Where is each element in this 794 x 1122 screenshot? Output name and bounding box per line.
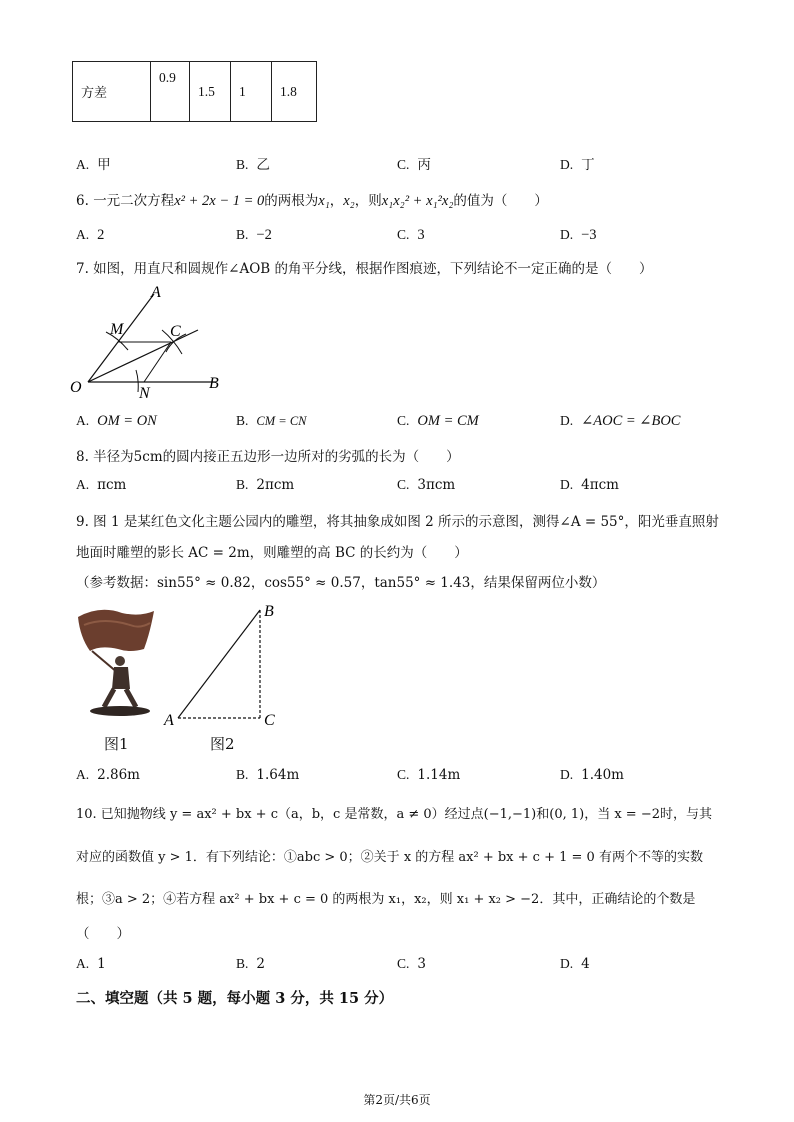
label-m: M <box>110 321 124 338</box>
table-row <box>73 62 317 122</box>
q7-option-c: C. OM = CM <box>397 413 479 429</box>
table-cell: 0.9 <box>151 62 190 122</box>
ray-oc <box>88 330 198 382</box>
q10-option-a: A. 1 <box>76 956 106 972</box>
q7-stem: 7. 如图，用直尺和圆规作∠AOB 的角平分线，根据作图痕迹，下列结论不一定正确的是（ ） <box>76 261 653 277</box>
q10-stem-line2: 对应的函数值 y > 1．有下列结论：①abc > 0；②关于 x 的方程 ax² + bx + c + 1 = 0 有两个不等的实数 <box>76 850 703 865</box>
label-b: B <box>264 603 274 620</box>
q10-stem-line3: 根；③a > 2；④若方程 ax² + bx + c = 0 的两根为 x₁，x₂，则 x₁ + x₂ > −2．其中，正确结论的个数是 <box>76 892 696 907</box>
table-cell: 1.5 <box>190 62 231 122</box>
table-cell: 1 <box>231 62 272 122</box>
q10-stem-line1: 10. 已知抛物线 y = ax² + bx + c（a，b，c 是常数，a ≠ 0）经过点(−1,−1)和(0, 1)，当 x = −2时，与其 <box>76 807 712 822</box>
label-c: C <box>170 323 181 340</box>
label-o: O <box>70 379 82 396</box>
figure-legs <box>104 689 136 707</box>
q6-stem: 6. 一元二次方程x² + 2x − 1 = 0的两根为x₁，x₂，则x₁x₂² + x₁²x₂的值为（ ） <box>76 193 548 209</box>
q5-option-b: B. 乙 <box>236 157 270 173</box>
label-a: A <box>151 284 161 301</box>
q5-option-d: D. 丁 <box>560 157 595 173</box>
q9-stem-line1: 9. 图 1 是某红色文化主题公园内的雕塑，将其抽象成如图 2 所示的示意图，测得∠A = 55°，阳光垂直照射 <box>76 514 719 530</box>
q10-option-c: C. 3 <box>397 956 426 972</box>
q9-stem-line2: 地面时雕塑的影长 AC = 2m，则雕塑的高 BC 的长约为（ ） <box>76 545 468 561</box>
flag-shape <box>78 610 154 651</box>
q7-option-d: D. ∠AOC = ∠BOC <box>560 413 681 429</box>
hypotenuse-ab <box>178 610 260 718</box>
segment-nc <box>144 342 171 382</box>
q10-option-d: D. 4 <box>560 956 590 972</box>
q7-option-b: B. CM = CN <box>236 413 307 428</box>
q6-option-d: D. −3 <box>560 227 597 243</box>
q9-reference-data: （参考数据：sin55° ≈ 0.82，cos55° ≈ 0.57，tan55° ≈ 1.43，结果保留两位小数） <box>76 575 606 591</box>
figure-1-caption: 图1 <box>104 735 129 753</box>
q7-option-a: A. OM = ON <box>76 413 157 429</box>
q6-option-c: C. 3 <box>397 227 425 243</box>
table-header-cell: 方差 <box>73 62 151 122</box>
label-n: N <box>139 385 150 400</box>
arc-mark-n <box>136 370 138 392</box>
label-b: B <box>209 375 219 392</box>
q9-option-d: D. 1.40m <box>560 767 624 783</box>
q5-option-a: A. 甲 <box>76 157 111 173</box>
q5-option-c: C. 丙 <box>397 157 431 173</box>
q8-option-c: C. 3πcm <box>397 477 456 493</box>
label-a: A <box>164 712 174 729</box>
sculpture-photo <box>70 603 160 721</box>
q9-option-b: B. 1.64m <box>236 767 300 783</box>
figure-head <box>115 656 125 666</box>
variance-table <box>72 61 317 122</box>
q6-option-b: B. −2 <box>236 227 272 243</box>
figure-2-caption: 图2 <box>210 735 235 753</box>
q9-option-a: A. 2.86m <box>76 767 140 783</box>
right-triangle-figure <box>160 600 285 730</box>
figure-body <box>112 667 130 689</box>
q7-angle-bisector-figure <box>66 282 236 400</box>
q8-option-b: B. 2πcm <box>236 477 295 493</box>
q8-stem: 8. 半径为5cm的圆内接正五边形一边所对的劣弧的长为（ ） <box>76 449 460 465</box>
page-footer: 第2页/共6页 <box>363 1093 431 1107</box>
section-2-heading: 二、填空题（共 5 题，每小题 3 分，共 15 分） <box>76 990 394 1007</box>
table-cell: 1.8 <box>272 62 317 122</box>
statue-base <box>90 706 150 716</box>
q8-option-a: A. πcm <box>76 477 127 493</box>
label-c: C <box>264 712 275 729</box>
q8-option-d: D. 4πcm <box>560 477 619 493</box>
q6-option-a: A. 2 <box>76 227 105 243</box>
q10-option-b: B. 2 <box>236 956 265 972</box>
ray-oa <box>88 294 154 382</box>
q10-stem-line4: （ ） <box>76 926 130 942</box>
q9-option-c: C. 1.14m <box>397 767 461 783</box>
